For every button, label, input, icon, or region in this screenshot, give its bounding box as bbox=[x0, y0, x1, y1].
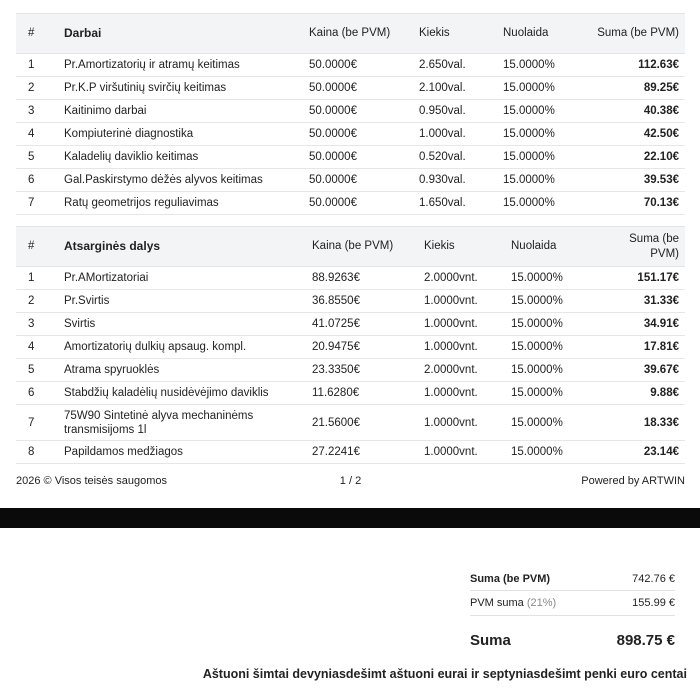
item-name: Atrama spyruoklės bbox=[58, 359, 306, 382]
subtotal-label: Suma (be PVM) bbox=[470, 573, 551, 585]
row-number: 4 bbox=[16, 336, 58, 359]
item-total: 23.14€ bbox=[595, 441, 685, 464]
item-total: 42.50€ bbox=[587, 123, 685, 146]
item-total: 39.53€ bbox=[587, 169, 685, 192]
item-name: Svirtis bbox=[58, 313, 306, 336]
row-number: 8 bbox=[16, 441, 58, 464]
item-discount: 15.0000% bbox=[505, 313, 595, 336]
summary-divider bbox=[470, 615, 675, 616]
grand-total-label: Suma bbox=[470, 632, 511, 649]
item-total: 151.17€ bbox=[595, 267, 685, 290]
grand-total-row bbox=[470, 632, 675, 654]
item-name: Kaitinimo darbai bbox=[58, 100, 303, 123]
item-price: 50.0000€ bbox=[303, 192, 413, 215]
item-total: 31.33€ bbox=[595, 290, 685, 313]
item-quantity: 1.0000vnt. bbox=[418, 290, 505, 313]
vat-rate: (21%) bbox=[526, 597, 557, 609]
item-discount: 15.0000% bbox=[505, 336, 595, 359]
item-discount: 15.0000% bbox=[505, 441, 595, 464]
item-discount: 15.0000% bbox=[497, 192, 587, 215]
item-price: 23.3350€ bbox=[306, 359, 418, 382]
table-row bbox=[16, 267, 685, 290]
invoice-page-2 bbox=[0, 528, 700, 694]
col-total-header: Suma (be PVM) bbox=[587, 14, 685, 54]
item-name: Papildamos medžiagos bbox=[58, 441, 306, 464]
item-quantity: 1.0000vnt. bbox=[418, 441, 505, 464]
item-quantity: 0.930val. bbox=[413, 169, 497, 192]
vat-label-group bbox=[470, 597, 556, 609]
item-price: 41.0725€ bbox=[306, 313, 418, 336]
item-price: 50.0000€ bbox=[303, 169, 413, 192]
item-quantity: 2.0000vnt. bbox=[418, 267, 505, 290]
vat-label: PVM suma bbox=[470, 597, 524, 609]
table-row bbox=[16, 123, 685, 146]
item-name: Stabdžių kaladėlių nusidėvėjimo daviklis bbox=[58, 382, 306, 405]
item-total: 17.81€ bbox=[595, 336, 685, 359]
parts-table bbox=[16, 226, 685, 464]
row-number: 1 bbox=[16, 54, 58, 77]
table-row bbox=[16, 100, 685, 123]
works-table bbox=[16, 13, 685, 215]
vat-value: 155.99 € bbox=[632, 597, 675, 609]
table-row bbox=[16, 290, 685, 313]
page-number: 1 / 2 bbox=[339, 475, 362, 487]
item-name: Pr.Amortizatorių ir atramų keitimas bbox=[58, 54, 303, 77]
row-number: 2 bbox=[16, 77, 58, 100]
item-total: 40.38€ bbox=[587, 100, 685, 123]
item-name: Ratų geometrijos reguliavimas bbox=[58, 192, 303, 215]
item-quantity: 1.0000vnt. bbox=[418, 336, 505, 359]
item-price: 11.6280€ bbox=[306, 382, 418, 405]
item-discount: 15.0000% bbox=[505, 290, 595, 313]
row-number: 3 bbox=[16, 100, 58, 123]
item-total: 112.63€ bbox=[587, 54, 685, 77]
item-price: 50.0000€ bbox=[303, 77, 413, 100]
table-row bbox=[16, 54, 685, 77]
item-price: 50.0000€ bbox=[303, 123, 413, 146]
col-qty-header: Kiekis bbox=[413, 14, 497, 54]
col-discount-header: Nuolaida bbox=[497, 14, 587, 54]
table-row bbox=[16, 169, 685, 192]
item-discount: 15.0000% bbox=[497, 77, 587, 100]
item-quantity: 0.520val. bbox=[413, 146, 497, 169]
item-discount: 15.0000% bbox=[497, 146, 587, 169]
total-in-words: Aštuoni šimtai devyniasdešimt aštuoni eurai ir septyniasdešimt penki euro centai bbox=[202, 667, 687, 681]
item-name: Gal.Paskirstymo dėžės alyvos keitimas bbox=[58, 169, 303, 192]
row-number: 4 bbox=[16, 123, 58, 146]
row-number: 6 bbox=[16, 169, 58, 192]
item-discount: 15.0000% bbox=[497, 100, 587, 123]
row-number: 3 bbox=[16, 313, 58, 336]
item-price: 50.0000€ bbox=[303, 100, 413, 123]
item-total: 22.10€ bbox=[587, 146, 685, 169]
item-discount: 15.0000% bbox=[505, 405, 595, 441]
item-quantity: 1.650val. bbox=[413, 192, 497, 215]
col-qty-header: Kiekis bbox=[418, 227, 505, 267]
item-quantity: 0.950val. bbox=[413, 100, 497, 123]
table-row bbox=[16, 336, 685, 359]
works-header-row bbox=[16, 14, 685, 54]
page-break-band bbox=[0, 508, 700, 528]
item-price: 88.9263€ bbox=[306, 267, 418, 290]
item-name: Pr.K.P viršutinių svirčių keitimas bbox=[58, 77, 303, 100]
item-discount: 15.0000% bbox=[497, 169, 587, 192]
item-price: 36.8550€ bbox=[306, 290, 418, 313]
col-price-header: Kaina (be PVM) bbox=[303, 14, 413, 54]
item-quantity: 2.100val. bbox=[413, 77, 497, 100]
grand-total-value: 898.75 € bbox=[616, 632, 675, 649]
table-row bbox=[16, 77, 685, 100]
page-footer bbox=[16, 475, 685, 491]
item-total: 39.67€ bbox=[595, 359, 685, 382]
item-total: 70.13€ bbox=[587, 192, 685, 215]
item-quantity: 1.000val. bbox=[413, 123, 497, 146]
col-price-header: Kaina (be PVM) bbox=[306, 227, 418, 267]
item-name: Amortizatorių dulkių apsaug. kompl. bbox=[58, 336, 306, 359]
item-quantity: 1.0000vnt. bbox=[418, 313, 505, 336]
table-row bbox=[16, 382, 685, 405]
parts-title: Atsarginės dalys bbox=[58, 227, 306, 267]
powered-by-text: Powered by ARTWIN bbox=[581, 475, 685, 487]
table-row bbox=[16, 146, 685, 169]
row-number: 5 bbox=[16, 359, 58, 382]
item-quantity: 1.0000vnt. bbox=[418, 405, 505, 441]
item-discount: 15.0000% bbox=[505, 382, 595, 405]
table-row bbox=[16, 192, 685, 215]
item-total: 9.88€ bbox=[595, 382, 685, 405]
item-price: 50.0000€ bbox=[303, 146, 413, 169]
subtotal-row bbox=[470, 573, 675, 591]
col-num-header: # bbox=[16, 227, 58, 267]
row-number: 2 bbox=[16, 290, 58, 313]
item-name: Kaladelių daviklio keitimas bbox=[58, 146, 303, 169]
col-total-header: Suma (be PVM) bbox=[595, 227, 685, 267]
item-quantity: 1.0000vnt. bbox=[418, 382, 505, 405]
row-number: 5 bbox=[16, 146, 58, 169]
item-discount: 15.0000% bbox=[497, 54, 587, 77]
table-row bbox=[16, 441, 685, 464]
row-number: 7 bbox=[16, 192, 58, 215]
col-num-header: # bbox=[16, 14, 58, 54]
col-discount-header: Nuolaida bbox=[505, 227, 595, 267]
subtotal-value: 742.76 € bbox=[632, 573, 675, 585]
table-row bbox=[16, 405, 685, 441]
row-number: 1 bbox=[16, 267, 58, 290]
item-discount: 15.0000% bbox=[505, 359, 595, 382]
item-price: 20.9475€ bbox=[306, 336, 418, 359]
parts-header-row bbox=[16, 227, 685, 267]
item-name: 75W90 Sintetinė alyva mechaninėms transmisijoms 1l bbox=[58, 405, 306, 441]
item-price: 21.5600€ bbox=[306, 405, 418, 441]
item-discount: 15.0000% bbox=[497, 123, 587, 146]
item-total: 89.25€ bbox=[587, 77, 685, 100]
item-price: 27.2241€ bbox=[306, 441, 418, 464]
copyright-text: 2026 © Visos teisės saugomos bbox=[16, 475, 167, 487]
item-quantity: 2.650val. bbox=[413, 54, 497, 77]
item-price: 50.0000€ bbox=[303, 54, 413, 77]
item-discount: 15.0000% bbox=[505, 267, 595, 290]
summary-divider bbox=[470, 590, 675, 591]
item-name: Kompiuterinė diagnostika bbox=[58, 123, 303, 146]
item-quantity: 2.0000vnt. bbox=[418, 359, 505, 382]
vat-row bbox=[470, 597, 675, 615]
item-name: Pr.AMortizatoriai bbox=[58, 267, 306, 290]
table-row bbox=[16, 359, 685, 382]
table-row bbox=[16, 313, 685, 336]
row-number: 7 bbox=[16, 405, 58, 441]
item-name: Pr.Svirtis bbox=[58, 290, 306, 313]
works-title: Darbai bbox=[58, 14, 303, 54]
item-total: 18.33€ bbox=[595, 405, 685, 441]
row-number: 6 bbox=[16, 382, 58, 405]
item-total: 34.91€ bbox=[595, 313, 685, 336]
